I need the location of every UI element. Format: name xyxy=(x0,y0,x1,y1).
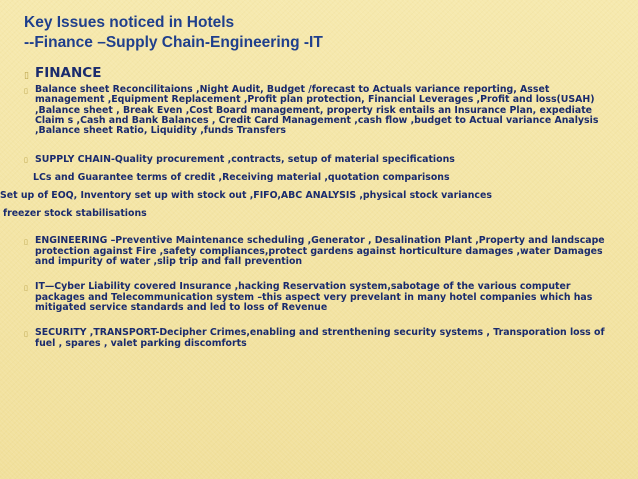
bullet-icon: ▯ xyxy=(24,156,28,165)
engineering-text: ENGINEERING –Preventive Maintenance scheduling ,Generator , Desalination Plant ,Property and landscape protection against Fire ,safety compliances,protect gardens against horticulture damages ,water Damages and impurity of water ,slip trip and fall prevention xyxy=(35,235,605,268)
engineering-paragraph xyxy=(24,236,620,267)
supply-chain-text-1: SUPPLY CHAIN-Quality procurement ,contracts, setup of material specifications xyxy=(35,154,455,166)
slide-title xyxy=(24,13,624,53)
finance-paragraph xyxy=(24,85,620,136)
supply-chain-line-2: LCs and Guarantee terms of credit ,Receiving material ,quotation comparisons xyxy=(33,172,450,184)
finance-heading-text: FINANCE xyxy=(35,65,102,81)
title-line-1: Key Issues noticed in Hotels xyxy=(24,14,235,31)
supply-chain-line-4: freezer stock stabilisations xyxy=(3,208,147,220)
bullet-icon: ▯ xyxy=(24,284,28,293)
bullet-icon: ▯ xyxy=(24,238,28,247)
slide-content xyxy=(0,64,620,349)
bullet-icon: ▯ xyxy=(24,87,28,95)
supply-chain-line-1 xyxy=(24,152,620,167)
finance-heading xyxy=(24,64,620,82)
security-paragraph xyxy=(24,328,620,349)
it-paragraph xyxy=(24,282,620,313)
supply-chain-line-3: Set up of EOQ, Inventory set up with stock out ,FIFO,ABC ANALYSIS ,physical stock variances xyxy=(0,190,492,202)
bullet-icon: ▯ xyxy=(24,330,28,339)
finance-text: Balance sheet Reconcilitaions ,Night Audit, Budget /forecast to Actuals variance reporting, Asset management ,Equipment Replacement ,Profit plan protection, Financial Leverages ,Profit and loss(USAH) ,Balance sheet , Break Even ,Cost Board management, property risk entails an Insurance Plan, expediate Claim s ,Cash and Bank Balances , Credit Card Management ,cash flow ,budget to Actual variance Analysis ,Balance sheet Ratio, Liquidity ,funds Transfers xyxy=(35,84,599,137)
it-text: IT—Cyber Liability covered Insurance ,hacking Reservation system,sabotage of the various computer packages and Telecommunication system –this aspect very prevelant in many hotel companies which has mitigated service standards and led to loss of Revenue xyxy=(35,281,593,313)
title-line-2: --Finance –Supply Chain-Engineering -IT xyxy=(24,34,323,51)
security-text: SECURITY ,TRANSPORT-Decipher Crimes,enabling and strenthening security systems , Transporation loss of fuel , spares , valet parking discomforts xyxy=(35,327,605,349)
bullet-icon: ▯ xyxy=(24,71,29,81)
